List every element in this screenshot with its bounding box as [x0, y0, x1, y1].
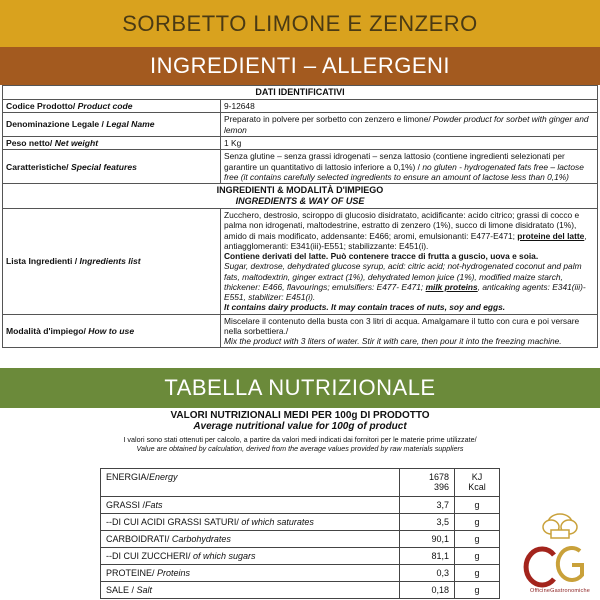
nutrient-value: 90,1 — [400, 531, 455, 548]
spec-table — [2, 85, 598, 348]
row-value: 1 Kg — [221, 136, 598, 149]
row-value: 9-12648 — [221, 99, 598, 112]
nutrient-value: 81,1 — [400, 548, 455, 565]
nutrition-title: TABELLA NUTRIZIONALE — [164, 375, 436, 400]
row-value: Preparato in polvere per sorbetto con zenzero e limone/ Powder product for sorbet with ginger and lemon — [221, 113, 598, 137]
nutrition-heading-en: Average nutritional value for 100g of product — [193, 421, 407, 432]
nutrient-unit: g — [455, 565, 500, 582]
table-row — [101, 582, 500, 599]
row-label: Denominazione Legale / Legal Name — [3, 113, 221, 137]
section-header-identification: DATI IDENTIFICATIVI — [3, 86, 598, 100]
table-row — [101, 514, 500, 531]
product-spec-document — [0, 85, 600, 368]
row-label: Modalità d'impiego/ How to use — [3, 314, 221, 348]
nutrition-banner — [0, 368, 600, 408]
nutrient-label: CARBOIDRATI/ Carbohydrates — [101, 531, 400, 548]
row-label: Caratteristiche/ Special features — [3, 150, 221, 184]
brand-logo — [520, 505, 600, 600]
table-row — [101, 469, 500, 497]
logo-wordmark: OfficineGastronomiche — [529, 588, 591, 594]
nutrient-unit: g — [455, 497, 500, 514]
chef-hat-og-icon — [520, 505, 600, 595]
nutrient-label: ENERGIA/Energy — [101, 469, 400, 497]
table-row — [3, 209, 598, 315]
nutrient-unit: g — [455, 531, 500, 548]
nutrient-label: PROTEINE/ Proteins — [101, 565, 400, 582]
nutrient-value: 3,5 — [400, 514, 455, 531]
nutrient-label: GRASSI /Fats — [101, 497, 400, 514]
usage-value: Miscelare il contenuto della busta con 3 litri di acqua. Amalgamare il tutto con cura e poi versare nella sorbettiera./ Mix the product with 3 liters of water. Stir it with care, then pour it into the freezing machine. — [221, 314, 598, 348]
table-row — [3, 113, 598, 137]
nutrient-unit: g — [455, 514, 500, 531]
row-label: Lista Ingredienti / Ingredients list — [3, 209, 221, 315]
nutrition-header — [0, 408, 600, 458]
table-row — [101, 531, 500, 548]
ingredients-value: Zucchero, destrosio, sciroppo di glucosio disidratato, acidificante: acido citrico; grassi di cocco e palma non idrogenati, maltodestrine, estratto di zenzero (1%), succo di limone disidratato (1%), amido di mais modificato, addensante: E466; aromi, emulsionanti: E477-E471; proteine del latte, antiagglomeranti: E341(iii)-E551; stabilizzante: E451(i). Contiene derivati del latte. Può contenere tracce di frutta a guscio, uova e soia. Sugar, dextrose, dehydrated glucose syrup, acid: citric acid; not-hydrogenated coconut and palm fats, maltodextrin, ginger extract (1%), dehydrated lemon juice (1%), modified maize starch, thickener: E466, flavourings; emulsifiers: E477- E471; milk proteins, anticaking agents: E341(iii)-E551, stabilizer: E451(i). It contains dairy products. It may contain traces of nuts, soy and eggs. — [221, 209, 598, 315]
table-row — [3, 314, 598, 348]
nutrition-note: I valori sono stati ottenuti per calcolo, a partire da valori medi indicati dai fornitori per le materie prime utilizzate/ — [123, 435, 477, 444]
table-row — [3, 136, 598, 149]
row-label: Peso netto/ Net weight — [3, 136, 221, 149]
nutrient-unit: KJ Kcal — [455, 469, 500, 497]
row-label: Codice Prodotto/ Product code — [3, 99, 221, 112]
nutrient-unit: g — [455, 582, 500, 599]
nutrition-note-en: Value are obtained by calculation, derived from the average values provided by raw materials suppliers — [136, 444, 464, 453]
nutrient-value: 3,7 — [400, 497, 455, 514]
row-value: Senza glutine – senza grassi idrogenati – senza lattosio (contiene ingredienti selezionati per garantire un quantitativo di lattosio inferiore a 0,1%) / no gluten - hydrogenated fats free – lactose free (it contains carefully selected ingredients to ensure an amount of lactose less than 0,1%) — [221, 150, 598, 184]
table-row — [101, 565, 500, 582]
nutrition-table — [100, 468, 500, 599]
product-title: SORBETTO LIMONE E ZENZERO — [122, 10, 478, 36]
nutrient-value: 1678 396 — [400, 469, 455, 497]
table-row — [3, 150, 598, 184]
table-row — [3, 99, 598, 112]
table-row — [101, 548, 500, 565]
nutrient-label: --DI CUI ACIDI GRASSI SATURI/ of which saturates — [101, 514, 400, 531]
nutrient-value: 0,3 — [400, 565, 455, 582]
section-title: INGREDIENTI – ALLERGENI — [149, 53, 451, 78]
section-header-ingredients: INGREDIENTI & MODALITÀ D'IMPIEGO INGREDIENTS & WAY OF USE — [3, 184, 598, 209]
nutrient-label: --DI CUI ZUCCHERI/ of which sugars — [101, 548, 400, 565]
nutrient-value: 0,18 — [400, 582, 455, 599]
nutrient-label: SALE / Salt — [101, 582, 400, 599]
table-row — [101, 497, 500, 514]
product-title-banner — [0, 0, 600, 47]
nutrient-unit: g — [455, 548, 500, 565]
nutrition-heading: VALORI NUTRIZIONALI MEDI PER 100g DI PRODOTTO — [170, 410, 430, 421]
ingredients-allergens-banner — [0, 47, 600, 85]
